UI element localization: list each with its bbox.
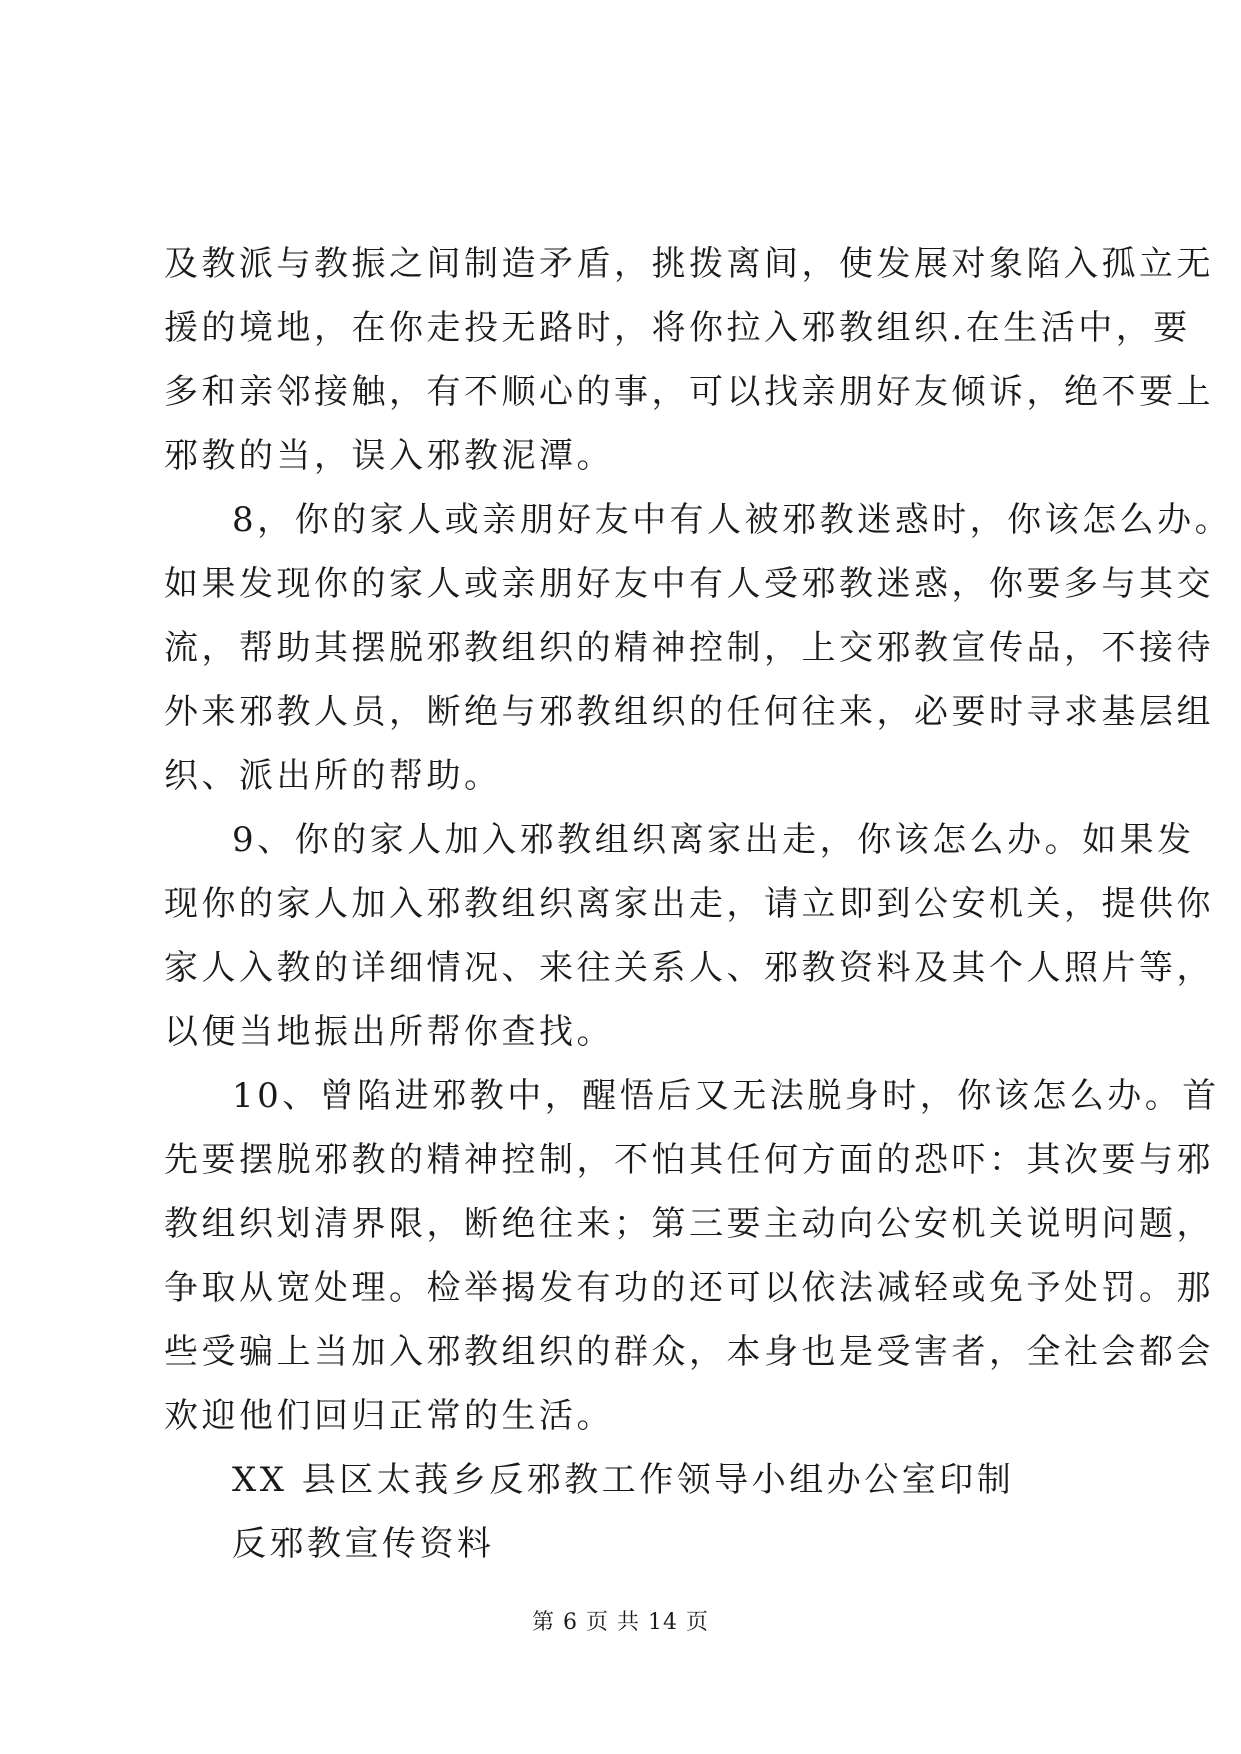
text-line: 以便当地振出所帮你查找。 bbox=[164, 1012, 614, 1052]
text-line-item-9-heading: 9、你的家人加入邪教组织离家出走，你该怎么办。如果发 bbox=[232, 820, 1195, 860]
text-line: 邪教的当，误入邪教泥潭。 bbox=[164, 436, 614, 476]
document-title-line: 反邪教宣传资料 bbox=[232, 1524, 495, 1564]
text-line: 流，帮助其摆脱邪教组织的精神控制，上交邪教宣传品，不接待 bbox=[164, 628, 1214, 668]
text-line: 多和亲邻接触，有不顺心的事，可以找亲朋好友倾诉，绝不要上 bbox=[164, 372, 1214, 412]
text-line: 先要摆脱邪教的精神控制，不怕其任何方面的恐吓：其次要与邪 bbox=[164, 1140, 1214, 1180]
text-line: 援的境地，在你走投无路时，将你拉入邪教组织.在生活中，要 bbox=[164, 308, 1191, 348]
text-line: 外来邪教人员，断绝与邪教组织的任何往来，必要时寻求基层组 bbox=[164, 692, 1214, 732]
text-line: 欢迎他们回归正常的生活。 bbox=[164, 1396, 614, 1436]
text-line: 些受骗上当加入邪教组织的群众，本身也是受害者，全社会都会 bbox=[164, 1332, 1214, 1372]
text-line-item-8-heading: 8，你的家人或亲朋好友中有人被邪教迷惑时，你该怎么办。 bbox=[232, 500, 1233, 540]
text-line: 家人入教的详细情况、来往关系人、邪教资料及其个人照片等， bbox=[164, 948, 1214, 988]
page-number-footer: 第 6 页 共 14 页 bbox=[532, 1610, 709, 1635]
text-line: 现你的家人加入邪教组织离家出走，请立即到公安机关，提供你 bbox=[164, 884, 1214, 924]
text-line: 争取从宽处理。检举揭发有功的还可以依法减轻或免予处罚。那 bbox=[164, 1268, 1214, 1308]
text-line: 如果发现你的家人或亲朋好友中有人受邪教迷惑，你要多与其交 bbox=[164, 564, 1214, 604]
text-line: 及教派与教振之间制造矛盾，挑拨离间，使发展对象陷入孤立无 bbox=[164, 244, 1214, 284]
issuer-line: XX 县区太莪乡反邪教工作领导小组办公室印制 bbox=[232, 1460, 1015, 1500]
text-line-item-10-heading: 10、曾陷进邪教中，醒悟后又无法脱身时，你该怎么办。首 bbox=[232, 1076, 1220, 1116]
text-line: 教组织划清界限，断绝往来；第三要主动向公安机关说明问题， bbox=[164, 1204, 1214, 1244]
text-line: 织、派出所的帮助。 bbox=[164, 756, 502, 796]
document-body bbox=[164, 232, 1233, 1576]
